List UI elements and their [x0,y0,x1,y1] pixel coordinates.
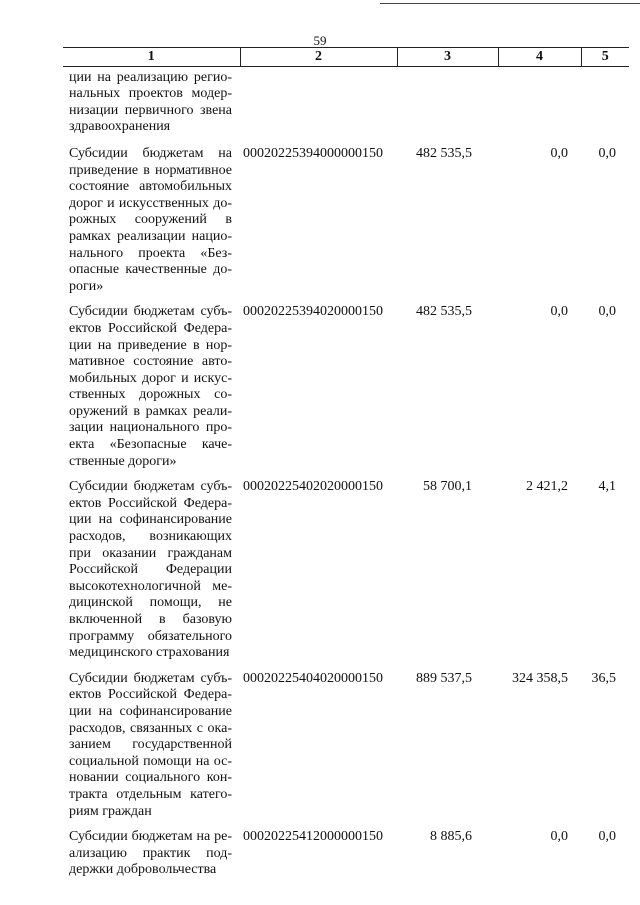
value-col4-cell: 0,0 [550,304,568,320]
budget-code-cell: 00020225394000000150 [243,145,383,161]
description-line: оружений в рамках реали- [69,403,232,419]
description-line: дорог и искусственных до- [69,195,232,211]
description-line: ектов Российской Федера- [69,687,232,703]
budget-code-cell: 00020225404020000150 [243,670,383,686]
description-line: опасные качественные до- [69,262,232,278]
page-number: 59 [313,33,327,48]
budget-code-cell: 00020225394020000150 [243,304,383,320]
empty-cell [498,66,581,142]
description-line: приведение в нормативное [69,162,232,178]
description-line: Российской Федерации [69,562,232,578]
description-line: ализацию практик под- [69,845,232,861]
value-col5-cell: 36,5 [591,670,616,686]
value-col3-cell: 8 885,6 [430,829,472,845]
description-line: здравоохранения [69,119,171,135]
description-line: дицинской помощи, не [69,595,232,611]
budget-table [63,47,629,884]
description-line: Субсидии бюджетам на ре- [69,829,232,845]
description-line: тракта отдельным катего- [69,786,232,802]
value-col4-cell: 0,0 [550,145,568,161]
description-line: ственные дороги» [69,453,177,469]
description-line: нальных проектов модер- [69,86,232,102]
column-header-3: 3 [397,48,498,67]
description-line: нального проекта «Без- [69,245,232,261]
value-col4-cell: 2 421,2 [526,479,568,495]
description-line: ции на реализацию регио- [69,69,232,85]
top-rule [380,3,640,4]
description-line: социальной помощи на ос- [69,753,232,769]
table-row [63,475,629,667]
description-line: рожных сооружений в [69,212,232,228]
table-body [63,66,629,884]
empty-cell [397,66,498,142]
table-row [63,142,629,300]
column-header-2: 2 [240,48,397,67]
description-line: ции на софинансирование [69,512,232,528]
description-line: ции на софинансирование [69,703,232,719]
description-line: мативное состояние авто- [69,354,232,370]
description-line: рамках реализации нацио- [69,228,232,244]
description-line: ственных дорожных со- [69,387,232,403]
value-col5-cell: 0,0 [598,829,616,845]
value-col5-cell: 0,0 [598,145,616,161]
description-line: низации первичного звена [69,102,232,118]
column-header-5: 5 [581,48,629,67]
empty-cell [240,66,397,142]
description-line: ектов Российской Федера- [69,320,232,336]
empty-cell [581,66,629,142]
row-description [63,475,240,667]
description-line: ции на приведение в нор- [69,337,232,353]
description-line: включенной в базовую [69,612,232,627]
row-description [63,142,240,300]
description-line: зации национального про- [69,420,232,436]
row-description [63,667,240,825]
description-line: Субсидии бюджетам субъ- [69,479,232,495]
column-header-1: 1 [63,48,240,67]
value-col4-cell: 0,0 [550,829,568,845]
value-col5-cell: 0,0 [598,304,616,320]
description-line: расходов, связанных с ока- [69,720,232,736]
description-line: ектов Российской Федера- [69,495,232,511]
description-line: Субсидии бюджетам субъ- [69,670,232,686]
value-col3-cell: 482 535,5 [416,304,472,320]
description-line: при оказании гражданам [69,545,232,561]
table-row [63,667,629,825]
description-line: расходов, возникающих [69,529,232,545]
column-header-4: 4 [498,48,581,67]
value-col3-cell: 482 535,5 [416,145,472,161]
description-line: роги» [69,278,104,294]
description-line: мобильных дорог и искус- [69,370,232,386]
description-line: высокотехнологичной ме- [69,578,232,594]
table-row [63,825,629,884]
description-line: риям граждан [69,803,152,819]
value-col3-cell: 889 537,5 [416,670,472,686]
description-line: екта «Безопасные каче- [69,437,232,453]
description-line: программу обязательного [69,628,232,644]
value-col3-cell: 58 700,1 [423,479,472,495]
value-col5-cell: 4,1 [598,479,616,495]
continuation-description [63,66,240,142]
row-description [63,825,240,884]
description-line: медицинского страхования [69,645,230,661]
description-line: Субсидии бюджетам на [69,145,232,161]
value-col4-cell: 324 358,5 [512,670,568,686]
description-line: новании социального кон- [69,770,232,786]
description-line: состояние автомобильных [69,179,232,195]
table-header [63,48,629,67]
description-line: занием государственной [69,737,232,753]
budget-code-cell: 00020225412000000150 [243,829,383,845]
table-row [63,300,629,475]
description-line: держки добровольчества [69,862,217,878]
table-row-continuation [63,66,629,142]
budget-code-cell: 00020225402020000150 [243,479,383,495]
description-line: Субсидии бюджетам субъ- [69,304,232,320]
row-description [63,300,240,475]
